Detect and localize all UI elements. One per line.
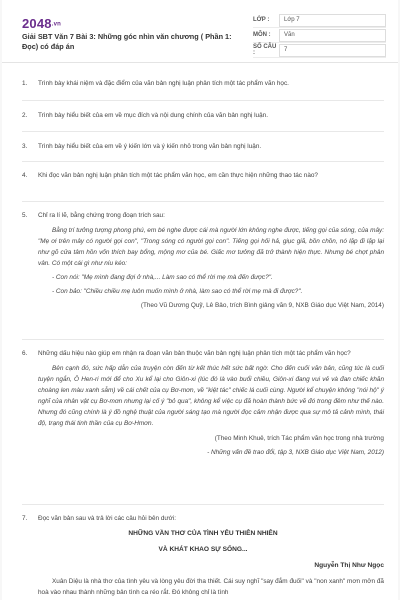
meta-key-class: LỚP : [253, 17, 270, 23]
passage-source-2: - Những vấn đề trao đổi, tập 3, NXB Giáo dục Việt Nam, 2012) [207, 449, 384, 456]
meta-key-count: SỐ CÂU : [253, 44, 277, 56]
question-4 [22, 170, 384, 181]
quoted-passage: Bên cạnh đó, sức hấp dẫn của truyện còn đến từ kết thúc hết sức bất ngờ. Cho đến cuối văn bản, cũng túc là cuối tuyện ngắn, Ô Hen-ri mới để cho Xu kể lại cho Giôn-xi (lúc đó là vào buổi chiều, Giôn-xi đang vui vẻ và đan chiếc khăn choàng len màu xanh sẫm) về cái chết của cụ Bơ-mơn, về "kiệt tác" chiếc lá cuối cùng. Người kể chuyện không "nói hộ" ý nghĩ của nhân vật cụ Bơ-mơn nhưng lại cố ý "bỏ qua", không kể việc cụ đã hoàn thành bức vẽ đó trong đêm như thế nào. Nhưng đó cũng chính là ý đồ nghệ thuật của người sáng tạo mà người đọc cảm nhận được qua sự mô tả cảnh mình, thái độ, trạng thái tinh thần của cụ Bơ-Hmơn. [38, 365, 384, 427]
meta-row-class [253, 13, 386, 28]
question-number: 7. [22, 515, 28, 522]
passage-source: (Theo Vũ Dương Quỹ, Lê Bảo, trích Bình giảng văn 9, NXB Giáo dục Việt Nam, 2014) [140, 302, 384, 309]
page-header [2, 0, 398, 63]
poem-passage: Xuân Diệu là nhà thơ của tình yêu và lòng yêu đời tha thiết. Cái suy nghĩ "say đắm đuối" và "non xanh" mơn mởn đã hoà vào nhau thành những bản tình ca réo rắt. Đó không chỉ là tình [38, 578, 384, 596]
question-text: Chỉ ra lí lẽ, bằng chứng trong đoạn trích sau: [38, 212, 165, 219]
question-number: 1. [22, 80, 28, 87]
meta-value-class: Lớp 7 [279, 14, 386, 27]
logo-suffix: .vn [51, 21, 62, 28]
document-title: Giải SBT Văn 7 Bài 3: Những góc nhìn văn chương ( Phần 1: Đọc) có đáp án [22, 32, 232, 51]
page [2, 0, 398, 600]
question-text: Trình bày khái niệm và đặc điểm của văn bản nghị luận phân tích một tác phẩm văn học. [38, 80, 289, 87]
meta-value-subject: Văn [279, 29, 386, 42]
divider [22, 504, 384, 505]
question-text: Trình bày hiểu biết của em về ý kiến lớn và ý kiến nhỏ trong văn bản nghị luận. [38, 143, 262, 150]
quote-line-1: - Con nói: "Mẹ mình đang đợi ở nhà,... Làm sao có thể rời mẹ mà đến được?". [52, 274, 273, 281]
question-1 [22, 78, 384, 89]
quoted-passage: Bằng trí tưởng tượng phong phú, em bé nghe được cái mà người lớn không nghe được, tiếng gọi của sóng, của mây: "Mẹ ơi trên mây có người gọi con", "Trong sóng có người gọi con". Tiếng gọi hối hả, giục giã, bồn chồn, nó lặp đi lặp lại như gõ cửa tâm hồn vốn thích bay bổng, mộng mơ của bé. Giấc mơ tưởng đã trở thành hiện thực. Nhưng bé chợt phân vân. Có một cái gì như níu kéo: [38, 227, 384, 267]
divider [22, 339, 384, 340]
question-number: 4. [22, 172, 28, 179]
question-5 [22, 210, 384, 311]
divider [22, 161, 384, 162]
question-number: 3. [22, 143, 28, 150]
meta-row-count [253, 43, 386, 58]
meta-row-subject [253, 28, 386, 43]
question-6 [22, 348, 384, 458]
question-text: Những dấu hiệu nào giúp em nhận ra đoạn văn bản thuộc văn bản nghị luận phân tích một tác phẩm văn học? [38, 350, 351, 357]
divider [22, 201, 384, 202]
quote-line-2: - Con bảo: "Chiều chiều mẹ luôn muốn mình ở nhà, làm sao có thể rời mẹ mà đi được?". [52, 288, 303, 295]
site-logo[interactable] [22, 16, 61, 31]
question-2 [22, 110, 384, 121]
question-text: Trình bày hiểu biết của em về mục đích và nội dung chính của văn bản nghị luận. [38, 112, 268, 119]
meta-key-subject: MÔN : [253, 32, 271, 38]
question-7 [22, 513, 384, 598]
question-text: Đọc văn bản sau và trả lời các câu hỏi bên dưới: [38, 515, 177, 522]
question-number: 2. [22, 112, 28, 119]
logo-text: 2048 [22, 16, 52, 31]
poem-title-line-2: VÀ KHÁT KHAO SỰ SỐNG... [158, 546, 248, 553]
question-number: 6. [22, 350, 28, 357]
question-3 [22, 141, 384, 152]
meta-value-count: 7 [279, 44, 386, 57]
divider [22, 100, 384, 101]
document-meta [253, 13, 386, 58]
question-text: Khi đọc văn bản nghị luận phân tích một tác phẩm văn học, em cần thực hiện những thao tác nào? [38, 172, 318, 179]
question-number: 5. [22, 212, 28, 219]
divider [22, 131, 384, 132]
poem-author: Nguyễn Thị Như Ngọc [314, 562, 384, 569]
passage-source-1: (Theo Minh Khuê, trích Tác phẩm văn học trong nhà trường [214, 435, 384, 442]
poem-title-line-1: NHỮNG VẦN THƠ CỦA TÌNH YÊU THIÊN NHIÊN [128, 530, 278, 537]
